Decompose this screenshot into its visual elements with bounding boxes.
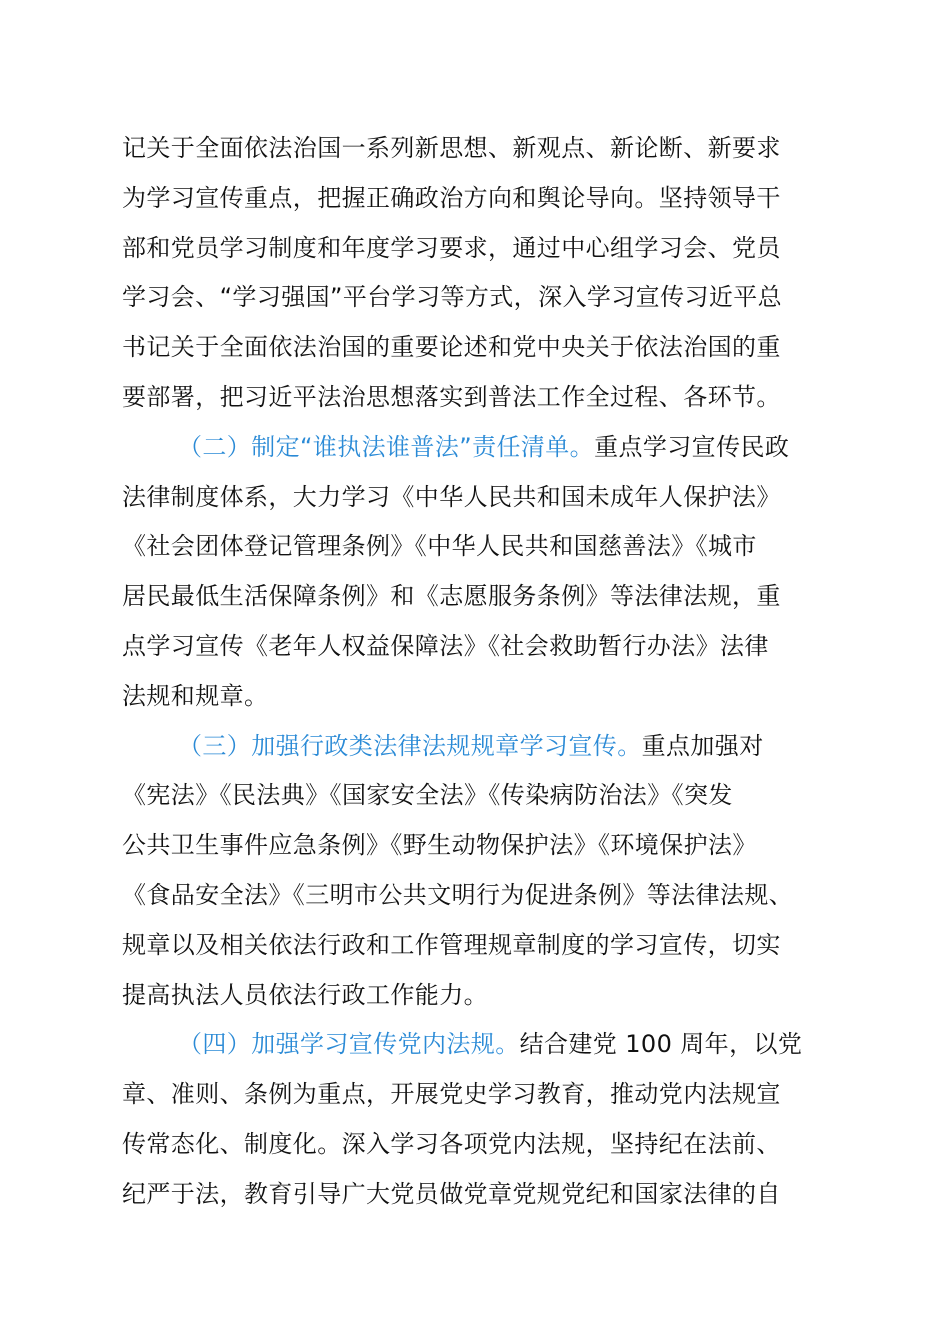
- body-text: 重点学习宣传民政: [594, 432, 790, 461]
- paragraph-line: [122, 224, 838, 274]
- paragraph-line: [122, 871, 838, 921]
- body-text: 为学习宣传重点，把握正确政治方向和舆论导向。坚持领导干: [122, 183, 781, 212]
- body-text: 公共卫生事件应急条例》《野生动物保护法》《环境保护法》: [122, 831, 757, 860]
- body-text: 法规和规章。: [122, 681, 269, 710]
- body-text: 章、准则、条例为重点，开展党史学习教育，推动党内法规宣: [122, 1080, 781, 1109]
- paragraph-line: [122, 771, 838, 821]
- body-text: 纪严于法，教育引导广大党员做党章党规党纪和国家法律的自: [122, 1179, 781, 1208]
- section-heading-3: （三）加强行政类法律法规规章学习宣传。: [178, 731, 642, 760]
- body-text: 记关于全面依法治国一系列新思想、新观点、新论断、新要求: [122, 134, 781, 162]
- body-text: 要部署，把习近平法治思想落实到普法工作全过程、各环节。: [122, 382, 781, 411]
- paragraph-line: [122, 522, 838, 572]
- body-text: 传常态化、制度化。深入学习各项党内法规，坚持纪在法前、: [122, 1129, 781, 1158]
- section-heading-2: （二）制定“谁执法谁普法”责任清单。: [178, 432, 595, 461]
- paragraph-line: [122, 672, 838, 722]
- section-heading-line: [122, 423, 838, 473]
- paragraph-line: [122, 1070, 838, 1120]
- paragraph-line: [122, 273, 838, 323]
- body-text: 居民最低生活保障条例》和《志愿服务条例》等法律法规，重: [122, 582, 781, 611]
- body-text: 《社会团体登记管理条例》《中华人民共和国慈善法》《城市: [122, 532, 757, 561]
- paragraph-line: [122, 921, 838, 971]
- body-text: 《食品安全法》《三明市公共文明行为促进条例》等法律法规、: [122, 880, 794, 909]
- paragraph-line: [122, 821, 838, 871]
- section-heading-line: [122, 722, 838, 772]
- paragraph-line: [122, 1170, 838, 1220]
- body-text: 点学习宣传《老年人权益保障法》《社会救助暂行办法》法律: [122, 631, 769, 660]
- paragraph-line: [122, 373, 838, 423]
- document-body: [122, 124, 838, 1220]
- body-text: 部和党员学习制度和年度学习要求，通过中心组学习会、党员: [122, 233, 781, 262]
- body-text: 《宪法》《民法典》《国家安全法》《传染病防治法》《突发: [122, 781, 733, 810]
- section-heading-line: [122, 1020, 838, 1070]
- body-text: 法律制度体系，大力学习《中华人民共和国未成年人保护法》: [122, 482, 781, 511]
- paragraph-line: [122, 1120, 838, 1170]
- paragraph-line: [122, 971, 838, 1021]
- body-text: 结合建党 100 周年，以党: [519, 1030, 803, 1059]
- paragraph-line: [122, 622, 838, 672]
- paragraph-line: [122, 124, 838, 174]
- section-heading-4: （四）加强学习宣传党内法规。: [178, 1030, 520, 1059]
- paragraph-line: [122, 174, 838, 224]
- paragraph-line: [122, 323, 838, 373]
- body-text: 书记关于全面依法治国的重要论述和党中央关于依法治国的重: [122, 333, 781, 362]
- paragraph-line: [122, 572, 838, 622]
- body-text: 学习会、“学习强国”平台学习等方式，深入学习宣传习近平总: [122, 283, 783, 312]
- body-text: 提高执法人员依法行政工作能力。: [122, 980, 488, 1009]
- body-text: 规章以及相关依法行政和工作管理规章制度的学习宣传，切实: [122, 930, 781, 959]
- paragraph-line: [122, 473, 838, 523]
- body-text: 重点加强对: [641, 731, 764, 760]
